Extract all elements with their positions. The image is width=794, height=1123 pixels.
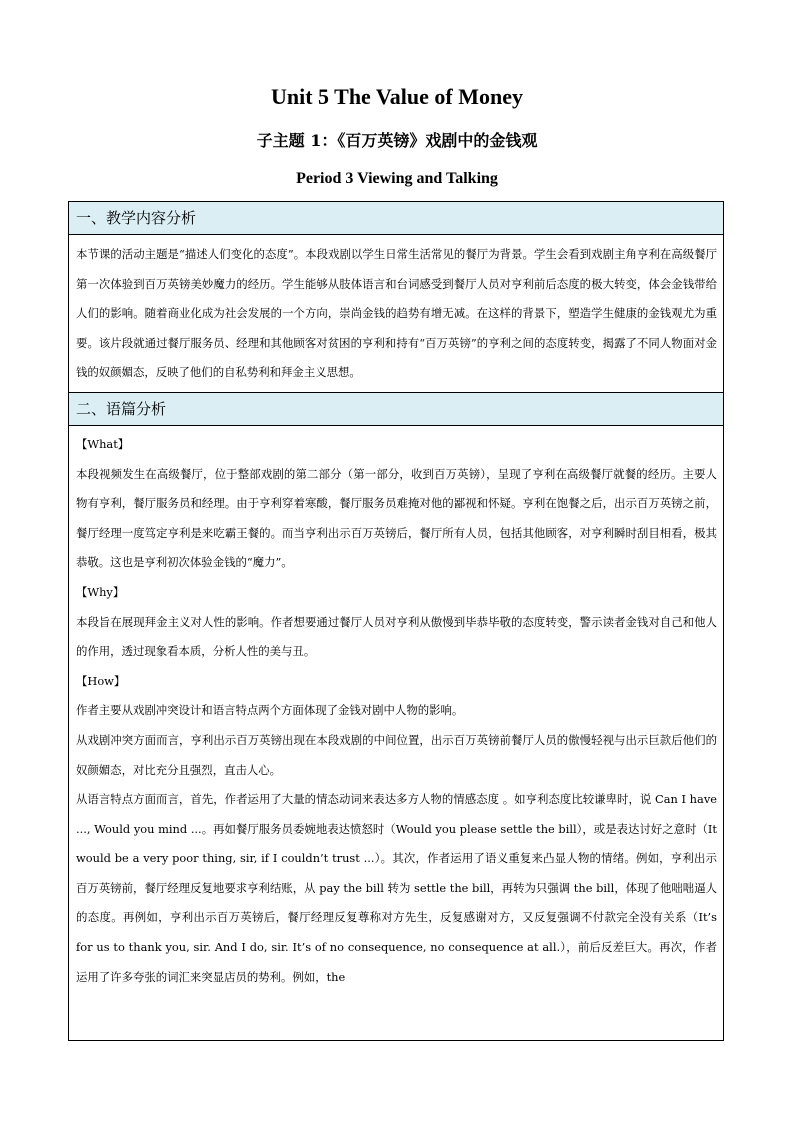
why-tag: 【Why】 [76,584,125,599]
how-paragraph: 作者主要从戏剧冲突设计和语言特点两个方面体现了金钱对剧中人物的影响。 [76,703,464,718]
section-heading: 一、教学内容分析 [69,202,723,235]
why-paragraph: 本段旨在展现拜金主义对人性的影响。作者想要通过餐厅人员对亨利从傲慢到毕恭毕敬的态度转变，警示读者金钱对自己和他人的作用，透过现象看本质，分析人性的美与丑。 [76,614,717,659]
how-tag: 【How】 [76,673,126,688]
lesson-analysis-table [68,201,724,1041]
how-paragraph: 从戏剧冲突方面而言，亨利出示百万英镑出现在本段戏剧的中间位置，出示百万英镑前餐厅人员的傲慢轻视与出示巨款后他们的奴颜媚态，对比充分且强烈，直击人心。 [76,732,717,777]
period-title: Period 3 Viewing and Talking [296,170,498,187]
how-paragraph: 从语言特点方面而言，首先，作者运用了大量的情态动词来表达多方人物的情感态度 。如亨利态度比较谦卑时，说 Can I have ..., Would you mind ...。再如餐厅服务员委婉地表达愤怒时（Would you please settle the bill），或是表达讨好之意时（It would be a very poor thing, sir, if I couldn’t trust ...）。其次，作者运用了语义重复来凸显人物的情绪。例如，亨利出示百万英镑前，餐厅经理反复地要求亨利结账，从 pay the bill 转为 settle the bill，再转为只强调 the bill，体现了他咄咄逼人的态度。再例如，亨利出示百万英镑后，餐厅经理反复尊称对方先生，反复感谢对方，又反复强调不付款完全没有关系（It’s for us to thank you, sir. And I do, sir. It’s of no consequence, no consequence at all.），前后反差巨大。再次，作者运用了许多夸张的词汇来突显店员的势利。例如，the [76,792,717,984]
section-text-analysis [69,393,723,996]
paragraph: 本节课的活动主题是“描述人们变化的态度”。本段戏剧以学生日常生活常见的餐厅为背景。学生会看到戏剧主角亨利在高级餐厅第一次体验到百万英镑美妙魔力的经历。学生能够从肢体语言和台词感受到餐厅人员对亨利前后态度的极大转变，体会金钱带给人们的影响。随着商业化成为社会发展的一个方向，崇尚金钱的趋势有增无减。在这样的背景下，塑造学生健康的金钱观尤为重要。该片段就通过餐厅服务员、经理和其他顾客对贫困的亨利和持有“百万英镑”的亨利之间的态度转变，揭露了不同人物面对金钱的奴颜媚态，反映了他们的自私势利和拜金主义思想。 [76,247,717,380]
document-subtitle: 子主题 1：《百万英镑》戏剧中的金钱观 [256,131,538,150]
document-title: Unit 5 The Value of Money [270,84,523,109]
what-paragraph: 本段视频发生在高级餐厅，位于整部戏剧的第二部分（第一部分，收到百万英镑），呈现了亨利在高级餐厅就餐的经历。主要人物有亨利，餐厅服务员和经理。由于亨利穿着寒酸，餐厅服务员难掩对他的鄙视和怀疑。亨利在饱餐之后，出示百万英镑之前，餐厅经理一度笃定亨利是来吃霸王餐的。而当亨利出示百万英镑后，餐厅所有人员，包括其他顾客，对亨利瞬时刮目相看，极其恭敬。这也是亨利初次体验金钱的“魔力”。 [76,466,717,570]
section-body [69,426,723,996]
section-heading: 二、语篇分析 [69,393,723,426]
section-body [69,235,723,392]
section-content-analysis [69,202,723,393]
what-tag: 【What】 [76,436,130,451]
